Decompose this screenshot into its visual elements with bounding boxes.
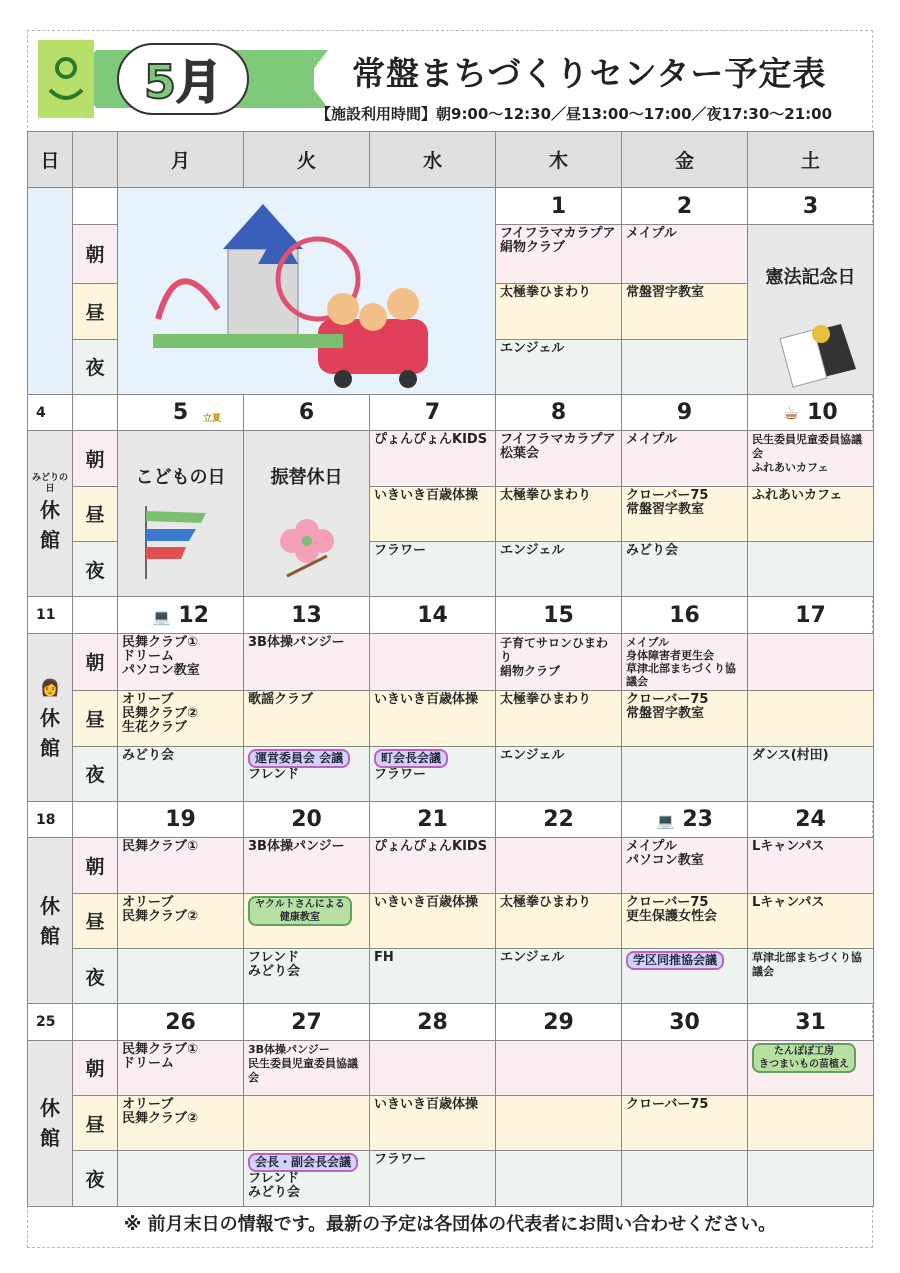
closed-label-2: 館	[40, 1126, 60, 1151]
event-28-afternoon: いきいき百歳体操	[370, 1096, 496, 1151]
date-14: 14	[370, 597, 496, 633]
date-25: 25	[28, 1004, 73, 1040]
closed-label-2: 館	[40, 736, 60, 761]
slot-night: 夜	[73, 339, 118, 394]
event-2-afternoon: 常盤習字教室	[622, 284, 748, 339]
date-24: 24	[748, 801, 874, 837]
coffee-icon: ☕	[783, 403, 800, 425]
slot-afternoon: 昼	[73, 893, 118, 948]
day-mon: 月	[118, 132, 244, 188]
event-2-morning: メイプル	[622, 224, 748, 283]
week1-illustration	[118, 188, 496, 395]
day-sun: 日	[28, 132, 73, 188]
date-29: 29	[496, 1004, 622, 1040]
event-29-afternoon	[496, 1096, 622, 1151]
date-6: 6	[244, 394, 370, 430]
week1-slot-blank	[73, 188, 118, 224]
event-30-afternoon: クローバー75	[622, 1096, 748, 1151]
date-31: 31	[748, 1004, 874, 1040]
week2-slot-blank	[73, 394, 118, 430]
event-31-night	[748, 1151, 874, 1207]
week3-afternoon	[28, 691, 874, 746]
date-1: 1	[496, 188, 622, 224]
event-31-morning-cell	[748, 1040, 874, 1095]
date-7: 7	[370, 394, 496, 430]
event-16-night	[622, 746, 748, 801]
date-27: 27	[244, 1004, 370, 1040]
week4-slot-blank	[73, 801, 118, 837]
event-20-afternoon-cell	[244, 893, 370, 948]
closed-label-1: 休	[40, 1096, 60, 1121]
date-10-cell	[748, 394, 874, 430]
event-23-afternoon: クローバー75 更生保護女性会	[622, 893, 748, 948]
event-12-afternoon: オリーブ 民舞クラブ② 生花クラブ	[118, 691, 244, 746]
date-20: 20	[244, 801, 370, 837]
date-5-cell	[118, 394, 244, 430]
event-28-night: フラワー	[370, 1151, 496, 1207]
meeting-badge: 会長・副会長会議	[248, 1153, 358, 1172]
event-24-afternoon: Lキャンパス	[748, 893, 874, 948]
date-4: 4	[28, 394, 73, 430]
event-12-night: みどり会	[118, 746, 244, 801]
event-27-afternoon	[244, 1096, 370, 1151]
event-30-night	[622, 1151, 748, 1207]
event-24-night: 草津北部まちづくり協議会	[748, 948, 874, 1003]
event-1-afternoon: 太極拳ひまわり	[496, 284, 622, 339]
week4-afternoon	[28, 893, 874, 948]
week1-dates	[28, 188, 874, 224]
holiday-6-cell	[244, 431, 370, 597]
week3-night	[28, 746, 874, 801]
day-tue: 火	[244, 132, 370, 188]
person-icon: 👩	[40, 678, 60, 698]
date-11: 11	[28, 597, 73, 633]
week3-dates	[28, 597, 874, 633]
event-10-morning: 民生委員児童委員協議会 ふれあいカフェ	[748, 431, 874, 486]
event-20-night: フレンド みどり会	[244, 948, 370, 1003]
event-15-night: エンジェル	[496, 746, 622, 801]
facility-hours: 【施設利用時間】朝9:00～12:30／昼13:00～17:00／夜17:30～21:00	[316, 105, 833, 123]
event-20-morning: 3B体操パンジー	[244, 838, 370, 893]
event-27-night: フレンド みどり会	[248, 1171, 301, 1201]
date-22: 22	[496, 801, 622, 837]
day-sat: 土	[748, 132, 874, 188]
date-19: 19	[118, 801, 244, 837]
event-badge: たんぽぽ工房 きつまいもの苗植え	[752, 1043, 856, 1073]
holiday-3-label: 憲法記念日	[765, 266, 856, 288]
month-badge	[38, 40, 328, 118]
closed-label-1: 休	[40, 497, 60, 522]
slot-night: 夜	[73, 746, 118, 801]
month-label: 5月	[143, 55, 223, 109]
dogwood-flower-icon	[257, 501, 357, 581]
event-26-afternoon: オリーブ 民舞クラブ②	[118, 1096, 244, 1151]
holiday-5-cell	[118, 431, 244, 597]
week3-slot-blank	[73, 597, 118, 633]
week5-morning	[28, 1040, 874, 1095]
event-1-morning: フイフラマカラプア 絹物クラブ	[496, 224, 622, 283]
date-3: 3	[748, 188, 874, 224]
week4-morning	[28, 838, 874, 893]
week5-night	[28, 1151, 874, 1207]
event-12-morning: 民舞クラブ① ドリーム パソコン教室	[118, 633, 244, 690]
event-27-night-cell	[244, 1151, 370, 1207]
event-29-night	[496, 1151, 622, 1207]
event-19-morning: 民舞クラブ①	[118, 838, 244, 893]
event-23-night-cell	[622, 948, 748, 1003]
weekday-header	[28, 132, 874, 188]
event-26-morning: 民舞クラブ① ドリーム	[118, 1040, 244, 1095]
event-26-night	[118, 1151, 244, 1207]
meeting-badge: 町会長会議	[374, 749, 448, 768]
event-14-night: フラワー	[374, 766, 427, 782]
event-13-morning: 3B体操パンジー	[244, 633, 370, 690]
date-30: 30	[622, 1004, 748, 1040]
event-10-afternoon: ふれあいカフェ	[748, 486, 874, 541]
amusement-park-illustration	[118, 189, 496, 389]
event-14-afternoon: いきいき百歳体操	[370, 691, 496, 746]
date-12: 12	[178, 602, 209, 628]
event-9-night: みどり会	[622, 542, 748, 597]
closed-label-1: 休	[40, 706, 60, 731]
day-wed: 水	[370, 132, 496, 188]
date-17: 17	[748, 597, 874, 633]
footer-note: ※ 前月末日の情報です。最新の予定は各団体の代表者にお問い合わせください。	[123, 1214, 777, 1235]
date-15: 15	[496, 597, 622, 633]
laptop-icon: 💻	[152, 607, 171, 626]
slot-afternoon: 昼	[73, 284, 118, 339]
event-21-afternoon: いきいき百歳体操	[370, 893, 496, 948]
event-19-afternoon: オリーブ 民舞クラブ②	[118, 893, 244, 948]
week2-dates	[28, 394, 874, 430]
event-29-morning	[496, 1040, 622, 1095]
event-8-afternoon: 太極拳ひまわり	[496, 486, 622, 541]
badge-tail	[278, 50, 328, 108]
event-9-morning: メイプル	[622, 431, 748, 486]
event-22-afternoon: 太極拳ひまわり	[496, 893, 622, 948]
closed-label-1: 休	[40, 893, 60, 918]
week5-afternoon	[28, 1096, 874, 1151]
event-22-night: エンジェル	[496, 948, 622, 1003]
event-2-night	[622, 339, 748, 394]
week5-slot-blank	[73, 1004, 118, 1040]
date-23-cell	[622, 801, 748, 837]
slot-morning: 朝	[73, 838, 118, 893]
date-18: 18	[28, 801, 73, 837]
event-13-night: フレンド	[248, 766, 300, 782]
week2-morning	[28, 431, 874, 486]
week2-closed	[28, 431, 73, 597]
meeting-badge: 運営委員会 会議	[248, 749, 350, 768]
event-27-morning: 3B体操パンジー 民生委員児童委員協議会	[244, 1040, 370, 1095]
event-17-night: ダンス(村田)	[748, 746, 874, 801]
week4-dates	[28, 801, 874, 837]
slot-morning: 朝	[73, 431, 118, 486]
week5-closed	[28, 1040, 73, 1206]
slot-night: 夜	[73, 1151, 118, 1207]
date-5: 5	[172, 400, 189, 426]
midori-no-hi: みどりの日	[31, 472, 68, 494]
week4-closed	[28, 838, 73, 1004]
slot-night: 夜	[73, 542, 118, 597]
week5-dates	[28, 1004, 874, 1040]
date-10: 10	[807, 400, 838, 426]
event-19-night	[118, 948, 244, 1003]
event-23-morning: メイプル パソコン教室	[622, 838, 748, 893]
event-9-afternoon: クローバー75 常盤習字教室	[622, 486, 748, 541]
event-24-morning: Lキャンパス	[748, 838, 874, 893]
week4-night	[28, 948, 874, 1003]
date-16: 16	[622, 597, 748, 633]
week3-closed	[28, 633, 73, 801]
event-21-night: FH	[370, 948, 496, 1003]
event-17-afternoon	[748, 691, 874, 746]
holiday-6-label: 振替休日	[270, 467, 343, 489]
date-26: 26	[118, 1004, 244, 1040]
schedule-table	[27, 131, 874, 1207]
event-31-afternoon	[748, 1096, 874, 1151]
event-13-night-cell	[244, 746, 370, 801]
health-class-badge: ヤクルトさんによる 健康教室	[248, 896, 352, 926]
date-2: 2	[622, 188, 748, 224]
event-14-morning	[370, 633, 496, 690]
slot-night: 夜	[73, 948, 118, 1003]
date-8: 8	[496, 394, 622, 430]
week1-sun-cell	[28, 188, 73, 395]
rikka-label: 立夏	[203, 413, 222, 424]
event-7-morning: ぴょんぴょんKIDS	[370, 431, 496, 486]
date-9: 9	[622, 394, 748, 430]
event-10-night	[748, 542, 874, 597]
slot-afternoon: 昼	[73, 486, 118, 541]
laptop-icon: 💻	[656, 812, 675, 831]
date-12-cell	[118, 597, 244, 633]
event-7-night: フラワー	[370, 542, 496, 597]
event-13-afternoon: 歌謡クラブ	[244, 691, 370, 746]
closed-label-2: 館	[40, 527, 60, 552]
date-21: 21	[370, 801, 496, 837]
event-16-afternoon: クローバー75 常盤習字教室	[622, 691, 748, 746]
slot-morning: 朝	[73, 224, 118, 283]
slot-afternoon: 昼	[73, 691, 118, 746]
date-28: 28	[370, 1004, 496, 1040]
event-17-morning	[748, 633, 874, 690]
week3-morning	[28, 633, 874, 690]
slot-afternoon: 昼	[73, 1096, 118, 1151]
slot-header	[73, 132, 118, 188]
event-21-morning: ぴょんぴょんKIDS	[370, 838, 496, 893]
event-22-morning	[496, 838, 622, 893]
koinobori-icon	[131, 501, 231, 581]
slot-morning: 朝	[73, 1040, 118, 1095]
holiday-5-label: こどもの日	[135, 467, 226, 489]
meeting-badge: 学区同推協会議	[626, 951, 724, 970]
date-13: 13	[244, 597, 370, 633]
page-title: 常盤まちづくりセンター予定表	[352, 54, 827, 93]
slot-morning: 朝	[73, 633, 118, 690]
event-16-morning: メイプル 身体障害者更生会 草津北部まちづくり協議会	[622, 633, 748, 690]
event-8-morning: フイフラマカラプア 松葉会	[496, 431, 622, 486]
day-thu: 木	[496, 132, 622, 188]
event-1-night: エンジェル	[496, 339, 622, 394]
date-23: 23	[682, 807, 713, 833]
event-8-night: エンジェル	[496, 542, 622, 597]
event-28-morning	[370, 1040, 496, 1095]
event-15-morning: 子育てサロンひまわり 絹物クラブ	[496, 633, 622, 690]
constitution-icon	[761, 309, 861, 389]
day-fri: 金	[622, 132, 748, 188]
event-7-afternoon: いきいき百歳体操	[370, 486, 496, 541]
event-14-night-cell	[370, 746, 496, 801]
event-15-afternoon: 太極拳ひまわり	[496, 691, 622, 746]
closed-label-2: 館	[40, 923, 60, 948]
holiday-3-cell	[748, 224, 874, 394]
event-30-morning	[622, 1040, 748, 1095]
